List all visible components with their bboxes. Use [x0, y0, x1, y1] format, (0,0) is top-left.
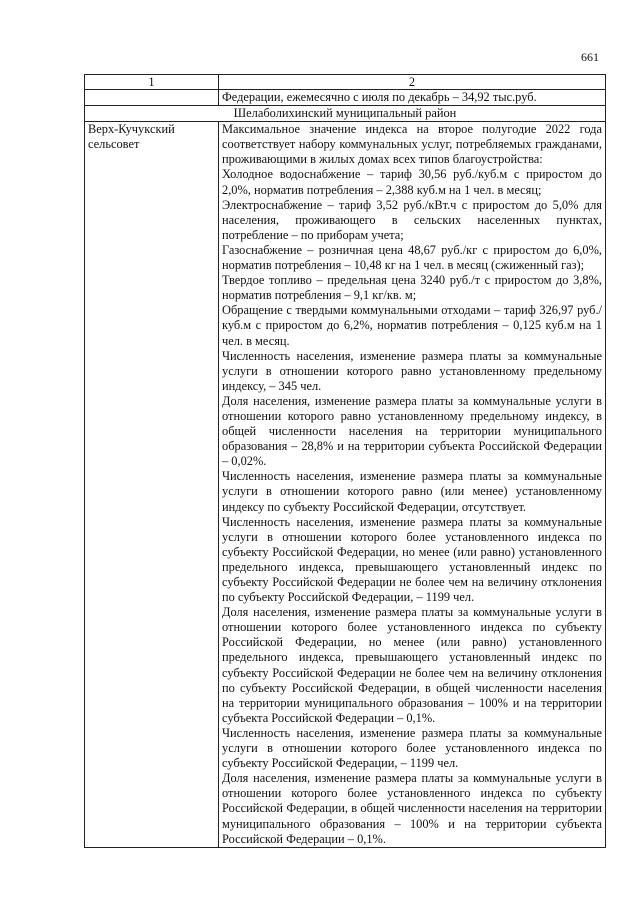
paragraph: Твердое топливо – предельная цена 3240 руб./т с приростом до 3,8%, норматив потребления – 9,1 кг/кв. м; [222, 273, 602, 303]
column-header-2: 2 [219, 75, 606, 90]
document-table [84, 74, 606, 848]
page-number: 661 [581, 50, 599, 64]
paragraph: Численность населения, изменение размера платы за коммунальные услуги в отношении которого равно установленному предельному индексу, – 345 чел. [222, 348, 602, 393]
district-name: Шелаболихинский муниципальный район [85, 106, 606, 122]
continuation-row [85, 90, 606, 106]
paragraph: Максимальное значение индекса на второе полугодие 2022 года соответствует набору коммунальных услуг, потребляемых гражданами, проживающими в жилых домах всех типов благоустройства: [222, 122, 602, 167]
paragraph: Численность населения, изменение размера платы за коммунальные услуги в отношении которого равно (или менее) установленному индексу по субъекту Российской Федерации, отсутствует. [222, 469, 602, 514]
column-header-1: 1 [85, 75, 219, 90]
settlement-name: Верх-Кучукский сельсовет [85, 122, 219, 848]
paragraph: Доля населения, изменение размера платы за коммунальные услуги в отношении которого более установленного индекса по субъекту Российской Федерации, в общей численности населения на территории муниципального образования – 100% и на территории субъекта Российской Федерации – 0,1%. [222, 771, 602, 846]
paragraph: Газоснабжение – розничная цена 48,67 руб./кг с приростом до 6,0%, норматив потребления – 10,48 кг на 1 чел. в месяц (сжиженный газ); [222, 242, 602, 273]
paragraph: Численность населения, изменение размера платы за коммунальные услуги в отношении которого более установленного индекса по субъекту Российской Федерации, но менее (или равно) установленного предельного индекса, превышающего установленный индекс по субъекту Российской Федерации не более чем на величину отклонения по субъекту Российской Федерации, – 1199 чел. [222, 514, 602, 605]
settlement-description [219, 122, 606, 848]
continuation-text: Федерации, ежемесячно с июля по декабрь – 34,92 тыс.руб. [219, 90, 606, 106]
district-row [85, 106, 606, 122]
paragraph: Доля населения, изменение размера платы за коммунальные услуги в отношении которого равно установленному предельному индексу, в общей численности населения на территории муниципального образования – 28,8% и на территории субъекта Российской Федерации – 0,02%. [222, 393, 602, 469]
paragraph: Доля населения, изменение размера платы за коммунальные услуги в отношении которого более установленного индекса по субъекту Российской Федерации, но менее (или равно) установленного предельного индекса, превышающего установленный индекс по субъекту Российской Федерации не более чем на величину отклонения по субъекту Российской Федерации, в общей численности населения на территории муниципального образования – 100% и на территории субъекта Российской Федерации – 0,1%. [222, 605, 602, 725]
paragraph: Электроснабжение – тариф 3,52 руб./кВт.ч с приростом до 5,0% для населения, проживающего в сельских населенных пунктах, потребление – по приборам учета; [222, 197, 602, 242]
settlement-row [85, 122, 606, 848]
paragraph: Обращение с твердыми коммунальными отходами – тариф 326,97 руб./куб.м с приростом до 6,2%, норматив потребления – 0,125 куб.м на 1 чел. в месяц. [222, 303, 602, 348]
empty-cell [85, 90, 219, 106]
paragraph: Численность населения, изменение размера платы за коммунальные услуги в отношении которого более установленного индекса по субъекту Российской Федерации, – 1199 чел. [222, 725, 602, 771]
table-header-row [85, 75, 606, 90]
paragraph: Холодное водоснабжение – тариф 30,56 руб./куб.м с приростом до 2,0%, норматив потребления – 2,388 куб.м на 1 чел. в месяц; [222, 167, 602, 197]
